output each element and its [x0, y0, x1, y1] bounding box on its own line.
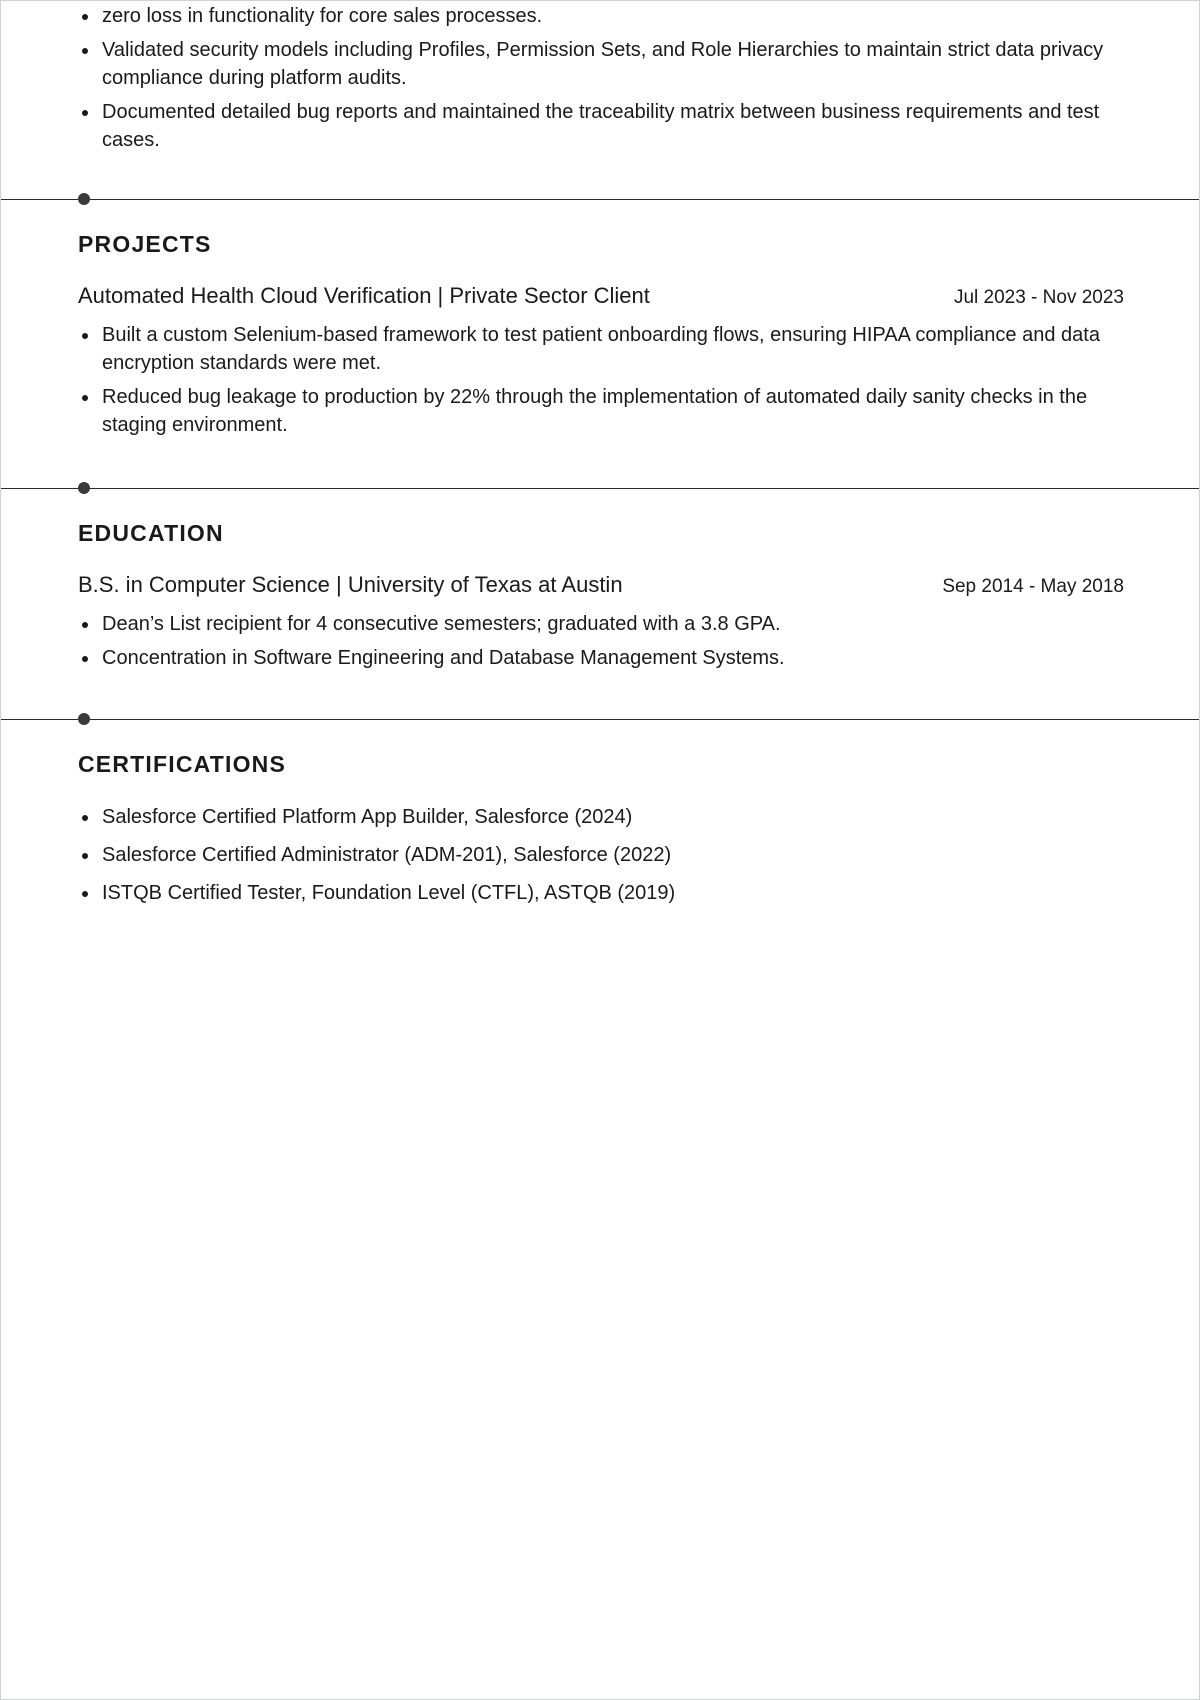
section-heading-certifications: CERTIFICATIONS — [78, 751, 287, 777]
project-title: Automated Health Cloud Verification | Private Sector Client — [78, 283, 650, 308]
certifications-section — [78, 749, 1124, 917]
experience-bullet: zero loss in functionality for core sales processes. — [78, 2, 1118, 30]
experience-bullet: Documented detailed bug reports and maintained the traceability matrix between business requirements and test cases. — [78, 98, 1118, 154]
certification-item: Salesforce Certified Administrator (ADM-201), Salesforce (2022) — [78, 841, 1118, 869]
education-dates: Sep 2014 - May 2018 — [942, 576, 1124, 597]
section-divider — [1, 199, 1199, 200]
divider-dot — [78, 713, 90, 725]
section-heading-projects: PROJECTS — [78, 231, 212, 257]
education-bullet: Dean’s List recipient for 4 consecutive semesters; graduated with a 3.8 GPA. — [78, 610, 1118, 638]
degree-title: B.S. in Computer Science | University of Texas at Austin — [78, 572, 623, 597]
education-entry-header — [78, 570, 1124, 602]
education-bullet-list — [78, 610, 1124, 672]
project-bullet-list — [78, 321, 1124, 439]
project-bullet: Reduced bug leakage to production by 22% through the implementation of automated daily sanity checks in the staging environment. — [78, 383, 1118, 439]
education-bullet: Concentration in Software Engineering and Database Management Systems. — [78, 644, 1118, 672]
project-entry-header — [78, 281, 1124, 313]
project-bullet: Built a custom Selenium-based framework to test patient onboarding flows, ensuring HIPAA compliance and data encryption standards were met. — [78, 321, 1118, 377]
projects-section — [78, 229, 1124, 445]
education-section — [78, 518, 1124, 678]
section-heading-education: EDUCATION — [78, 520, 224, 546]
divider-dot — [78, 482, 90, 494]
section-divider — [1, 488, 1199, 489]
certification-list — [78, 803, 1124, 907]
experience-bullet-list — [78, 2, 1118, 160]
certification-item: Salesforce Certified Platform App Builder, Salesforce (2024) — [78, 803, 1118, 831]
certification-item: ISTQB Certified Tester, Foundation Level (CTFL), ASTQB (2019) — [78, 879, 1118, 907]
project-dates: Jul 2023 - Nov 2023 — [953, 287, 1124, 308]
experience-bullet: Validated security models including Profiles, Permission Sets, and Role Hierarchies to maintain strict data privacy compliance during platform audits. — [78, 36, 1118, 92]
divider-dot — [78, 193, 90, 205]
section-divider — [1, 719, 1199, 720]
